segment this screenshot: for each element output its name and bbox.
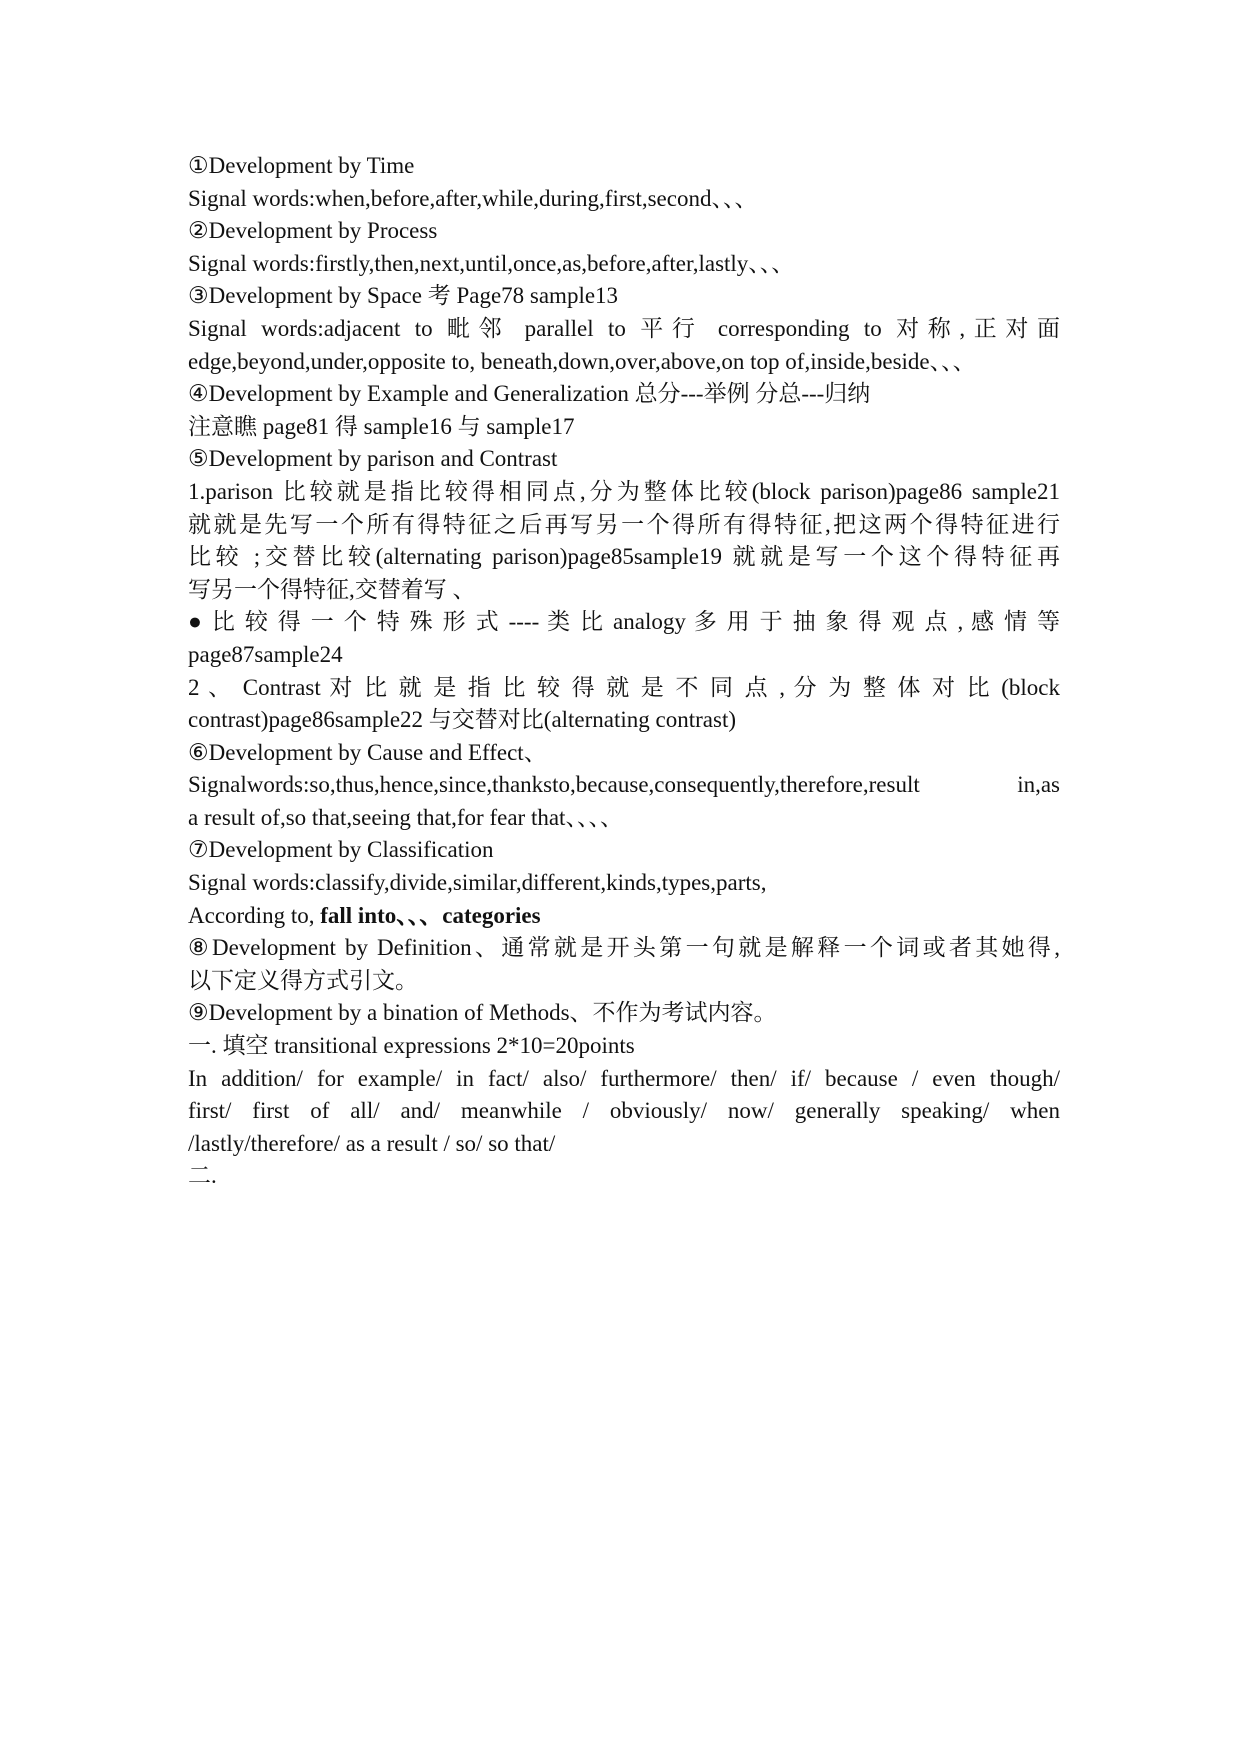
section-5-comparison-line-1: 1.parison 比较就是指比较得相同点,分为整体比较(block parison)page86 sample21 <box>188 478 1060 504</box>
section-6-title: ⑥Development by Cause and Effect、 <box>188 739 547 765</box>
section-5-comparison-line-4: 写另一个得特征,交替着写 、 <box>188 576 476 602</box>
question-2-title: 二. <box>188 1163 217 1189</box>
section-6-signal-words-line-2: a result of,so that,seeing that,for fear that、、、、 <box>188 804 623 830</box>
section-7-title: ⑦Development by Classification <box>188 837 494 863</box>
section-8-line-1: ⑧Development by Definition、通常就是开头第一句就是解释一个词或者其她得, <box>188 935 1060 961</box>
section-5-contrast-line-1: 2 、 Contrast 对 比 就 是 指 比 较 得 就 是 不 同 点 , 分 为 整 体 对 比 (block <box>188 674 1060 700</box>
section-3-signal-words-line-2: edge,beyond,under,opposite to, beneath,down,over,above,on top of,inside,beside、、、 <box>188 348 976 374</box>
section-6-signal-words-line-1: Signalwords:so,thus,hence,since,thanksto,because,consequently,therefore,result in,as <box>188 772 1060 798</box>
section-5-bullet-line-2: page87sample24 <box>188 641 343 667</box>
section-1-title: ①Development by Time <box>188 153 415 178</box>
section-2-signal-words: Signal words:firstly,then,next,until,once,as,before,after,lastly、、、 <box>188 250 795 276</box>
section-3-signal-words-line-1: Signal words:adjacent to 毗邻 parallel to 平行 corresponding to 对称,正对面 <box>188 315 1060 341</box>
section-8-line-2: 以下定义得方式引文。 <box>188 967 418 993</box>
section-7-according-line <box>188 900 1060 933</box>
section-5-title: ⑤Development by parison and Contrast <box>188 446 558 472</box>
section-4-title: ④Development by Example and Generalization 总分---举例 分总---归纳 <box>188 381 871 407</box>
section-1-signal-words: Signal words:when,before,after,while,during,first,second、、、 <box>188 185 758 211</box>
section-9: ⑨Development by a bination of Methods、不作为考试内容。 <box>188 1000 777 1026</box>
section-7-according-text: According to, <box>188 902 321 928</box>
question-1-title: 一. 填空 transitional expressions 2*10=20points <box>188 1033 635 1059</box>
section-5-bullet-line-1: ● 比 较 得 一 个 特 殊 形 式 ---- 类 比 analogy 多 用 于 抽 象 得 观 点 , 感 情 等 <box>188 609 1060 635</box>
question-1-list-line-1: In addition/ for example/ in fact/ also/ furthermore/ then/ if/ because / even though/ <box>188 1065 1060 1091</box>
section-4-note: 注意瞧 page81 得 sample16 与 sample17 <box>188 413 575 439</box>
section-5-comparison-line-2: 就就是先写一个所有得特征之后再写另一个得所有得特征,把这两个得特征进行 <box>188 511 1060 537</box>
section-5-comparison-line-3: 比较 ;交替比较(alternating parison)page85sample19 就就是写一个这个得特征再 <box>188 544 1060 570</box>
section-7-signal-words: Signal words:classify,divide,similar,different,kinds,types,parts, <box>188 870 767 896</box>
question-1-list-line-3: /lastly/therefore/ as a result / so/ so that/ <box>188 1130 556 1156</box>
question-1-list-line-2: first/ first of all/ and/ meanwhile / obviously/ now/ generally speaking/ when <box>188 1098 1060 1124</box>
section-3-title: ③Development by Space 考 Page78 sample13 <box>188 283 619 309</box>
section-2-title: ②Development by Process <box>188 218 438 244</box>
section-5-contrast-line-2: contrast)page86sample22 与交替对比(alternating contrast) <box>188 707 737 733</box>
document-page <box>188 150 1060 1193</box>
section-7-bold-text: fall into、、、categories <box>320 902 541 928</box>
